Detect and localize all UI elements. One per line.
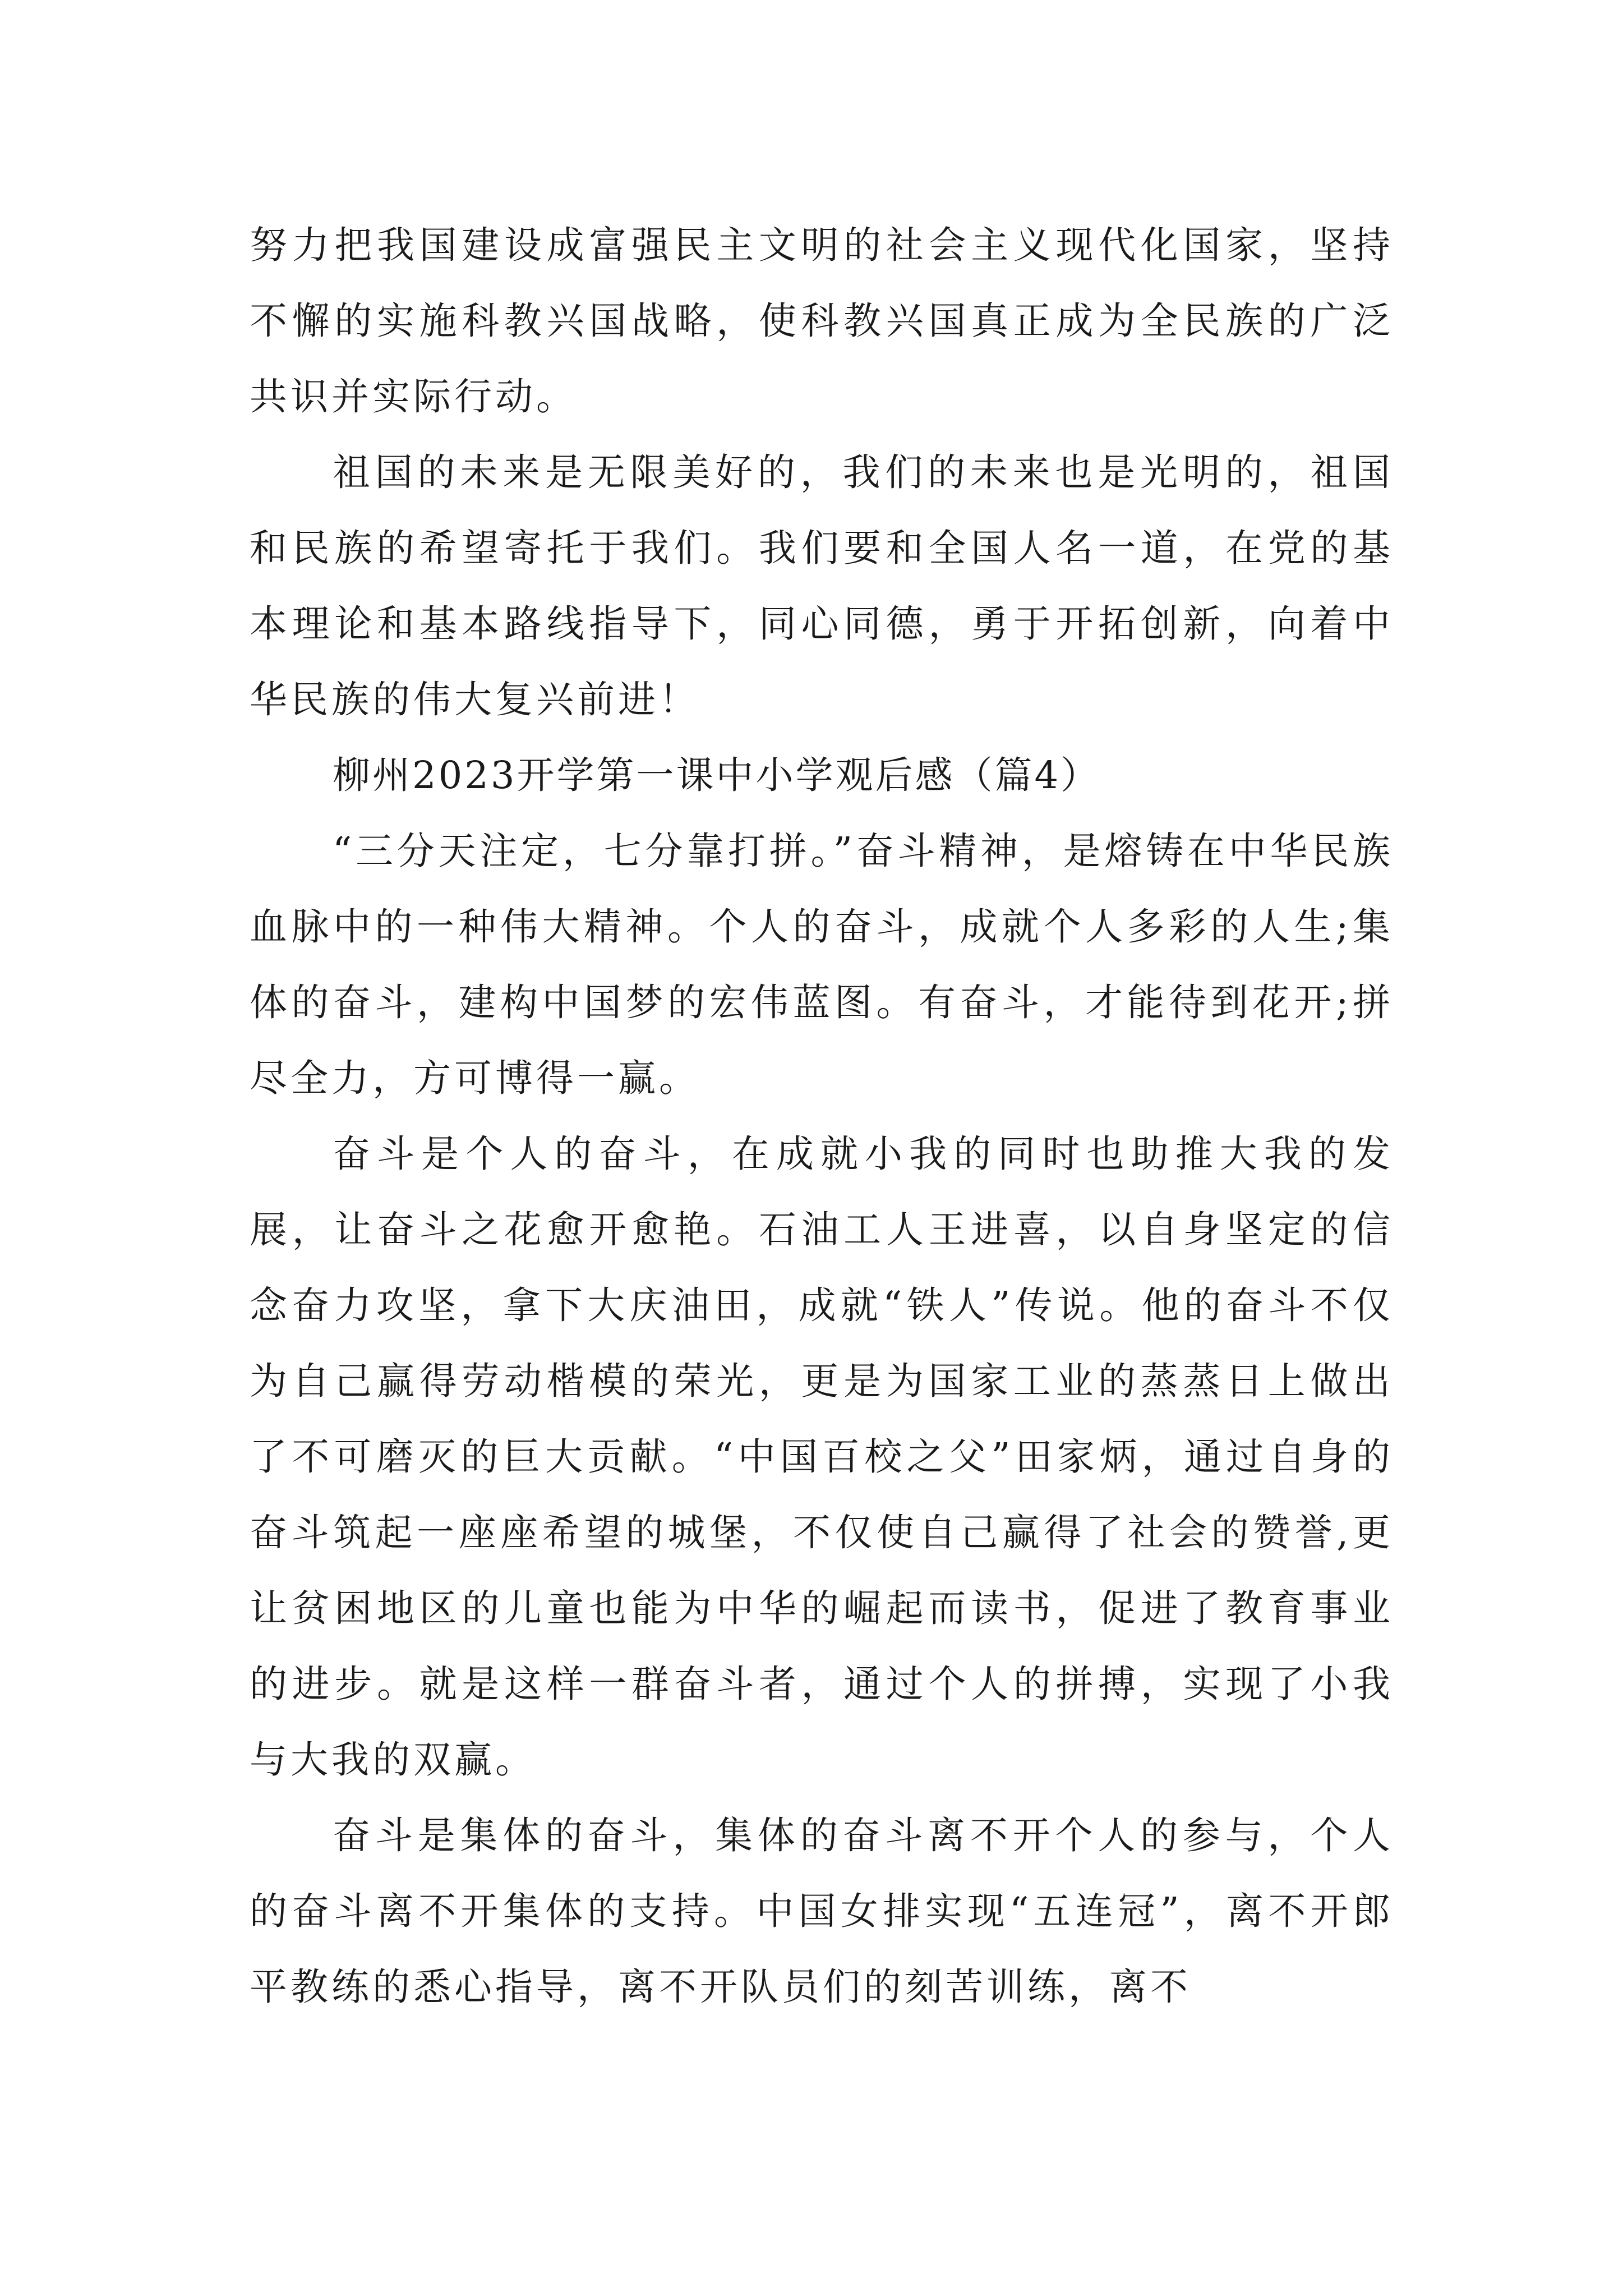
- paragraph-continuation: 努力把我国建设成富强民主文明的社会主义现代化国家，坚持不懈的实施科教兴国战略，使科教兴国真正成为全民族的广泛共识并实际行动。: [250, 223, 1394, 418]
- paragraph-collective-struggle: 奋斗是集体的奋斗，集体的奋斗离不开个人的参与，个人的奋斗离不开集体的支持。中国女排实现“五连冠”，离不开郎平教练的悉心指导，离不开队员们的刻苦训练，离不: [250, 1814, 1394, 2009]
- section-heading: 柳州2023开学第一课中小学观后感（篇4）: [333, 753, 1101, 797]
- paragraph-individual-struggle: 奋斗是个人的奋斗，在成就小我的同时也助推大我的发展，让奋斗之花愈开愈艳。石油工人王进喜，以自身坚定的信念奋力攻坚，拿下大庆油田，成就“铁人”传说。他的奋斗不仅为自己赢得劳动楷模的荣光，更是为国家工业的蒸蒸日上做出了不可磨灭的巨大贡献。“中国百校之父”田家炳，通过自身的奋斗筑起一座座希望的城堡，不仅使自己赢得了社会的赞誉,更让贫困地区的儿童也能为中华的崛起而读书，促进了教育事业的进步。就是这样一群奋斗者，通过个人的拼搏，实现了小我与大我的双赢。: [250, 1132, 1394, 1782]
- document-body: [250, 208, 1394, 2025]
- paragraph-future: 祖国的未来是无限美好的，我们的未来也是光明的，祖国和民族的希望寄托于我们。我们要和全国人名一道，在党的基本理论和基本路线指导下，同心同德，勇于开拓创新，向着中华民族的伟大复兴前进！: [250, 450, 1394, 721]
- paragraph-quote: “三分天注定，七分靠打拼。”奋斗精神，是熔铸在中华民族血脉中的一种伟大精神。个人的奋斗，成就个人多彩的人生;集体的奋斗，建构中国梦的宏伟蓝图。有奋斗，才能待到花开;拼尽全力，方可博得一赢。: [250, 829, 1394, 1100]
